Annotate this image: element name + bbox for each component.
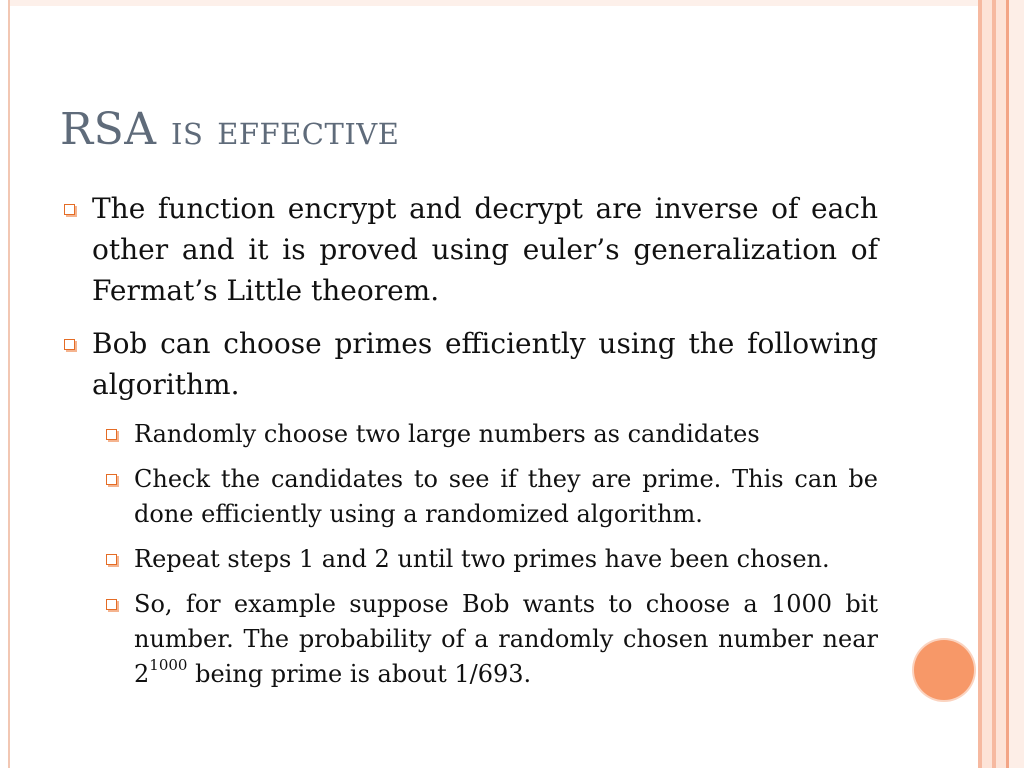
sub-bullet-text-before: So, for example suppose Bob wants to choose a 1000 bit number. The probability of a randomly chosen number near 2 [134,590,878,688]
square-bullet-icon [106,429,117,440]
sub-bullet-item [60,587,878,692]
square-bullet-icon [106,474,117,485]
bullet-text: Bob can choose primes efficiently using the following algorithm. [92,327,878,401]
bullet-text: The function encrypt and decrypt are inverse of each other and it is proved using euler’s generalization of Fermat’s Little theorem. [92,192,878,307]
sub-bullet-item [60,462,878,532]
sub-bullet-item [60,417,878,452]
left-border [8,0,10,768]
decorative-circle [914,640,974,700]
sub-bullet-text-after: being prime is about 1/693. [187,660,532,688]
square-bullet-icon [106,599,117,610]
bullet-item [60,188,878,311]
top-border [8,0,1024,6]
square-bullet-icon [64,339,75,350]
square-bullet-icon [64,204,75,215]
bullet-item [60,323,878,405]
sub-bullet-item [60,542,878,577]
sub-bullet-text: Repeat steps 1 and 2 until two primes have been chosen. [134,545,830,573]
slide-title [60,104,399,155]
right-decorative-stripes [978,0,1024,768]
title-rest: is effective [171,105,400,154]
square-bullet-icon [106,554,117,565]
slide-content [60,188,878,702]
sub-bullet-text: Randomly choose two large numbers as candidates [134,420,760,448]
sub-bullet-text: Check the candidates to see if they are prime. This can be done efficiently using a randomized algorithm. [134,465,878,528]
exponent: 1000 [149,656,188,674]
title-main: RSA [60,104,157,155]
